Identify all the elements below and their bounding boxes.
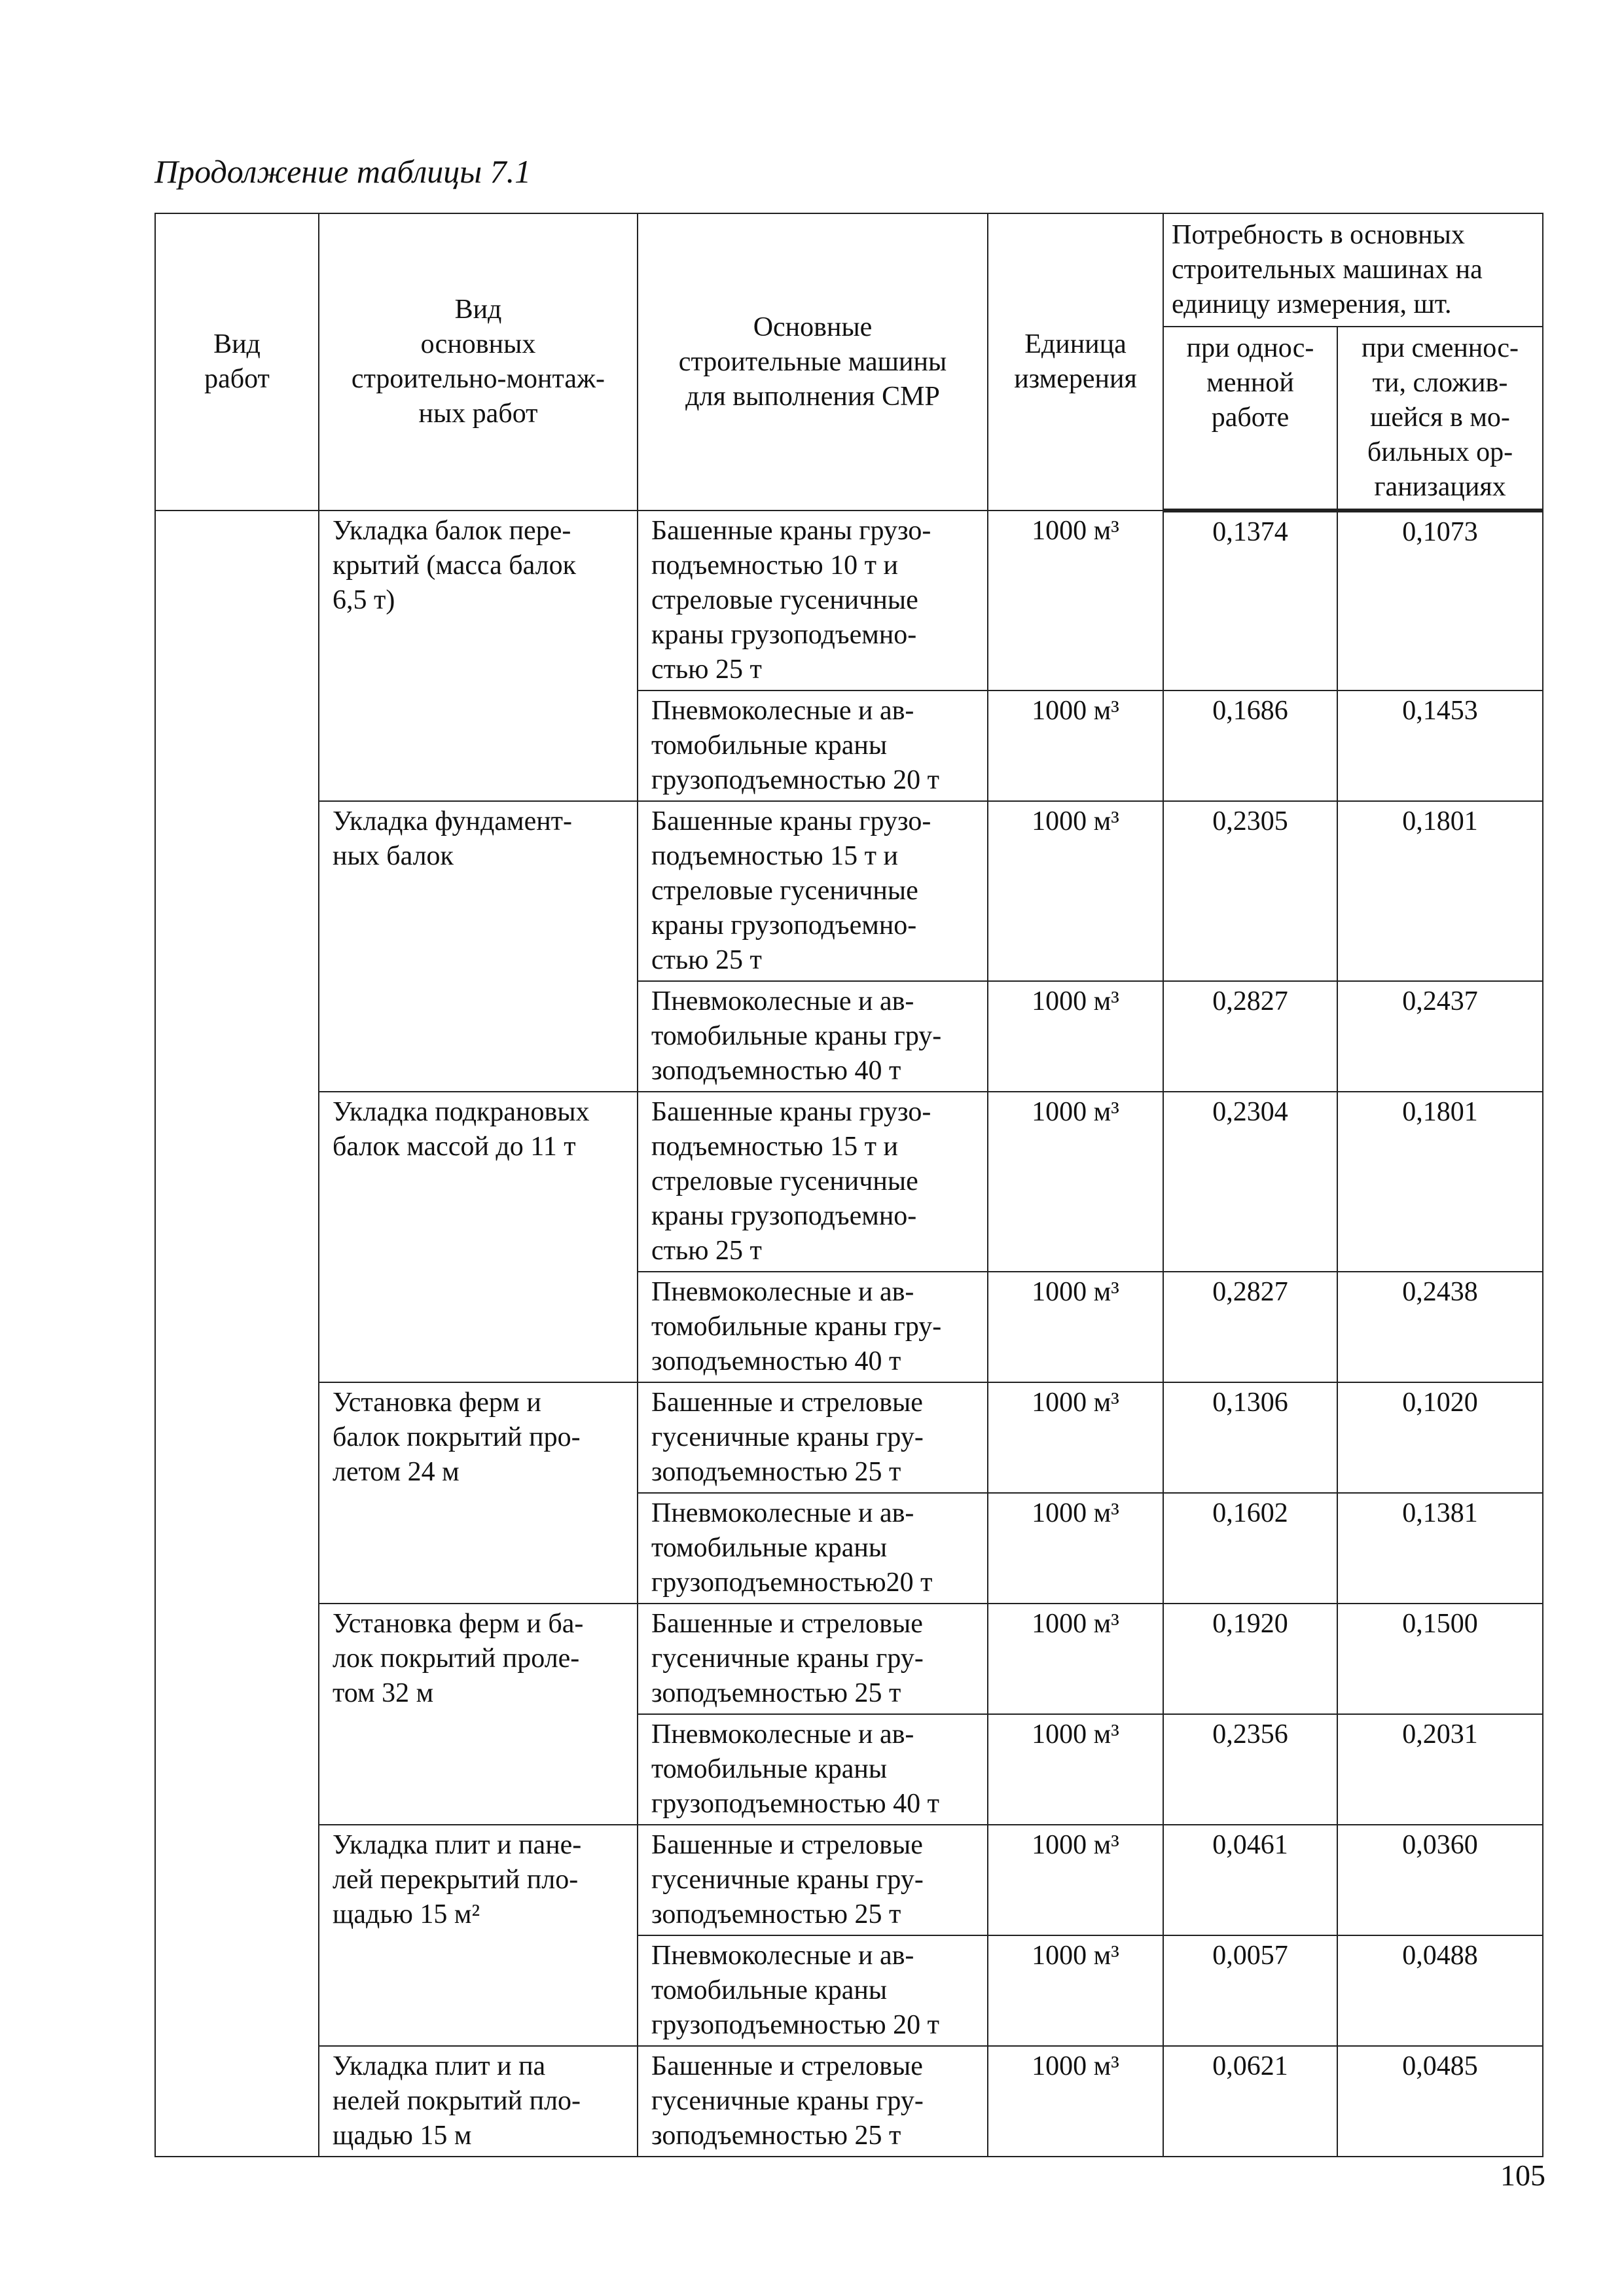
machine-cell-text: Башенные краны грузо- подъемностью 15 т и стреловые гусеничные краны грузоподъемно- стью 25 т (651, 1097, 931, 1266)
unit-cell-text: 1000 м³ (1032, 986, 1119, 1016)
machine-cell (638, 1825, 988, 1935)
single-shift-value-text: 0,2827 (1212, 1277, 1288, 1307)
machine-cell (638, 1714, 988, 1825)
work-name-cell (319, 2046, 638, 2157)
shift-value (1337, 1493, 1543, 1604)
unit-cell-text: 1000 м³ (1032, 1830, 1119, 1860)
unit-cell-text: 1000 м³ (1032, 516, 1119, 546)
unit-cell (988, 691, 1163, 801)
work-name-cell (319, 801, 638, 1092)
machine-cell (638, 1272, 988, 1382)
machine-cell (638, 1493, 988, 1604)
shift-value (1337, 801, 1543, 981)
machine-cell (638, 1935, 988, 2046)
work-name: Укладка плит и пане- лей перекрытий пло- щадью 15 м² (333, 1830, 582, 1929)
unit-cell (988, 1604, 1163, 1714)
single-shift-value (1163, 1935, 1337, 2046)
single-shift-value-text: 0,1686 (1212, 696, 1288, 726)
single-shift-value-text: 0,1306 (1212, 1388, 1288, 1418)
single-shift-value-text: 0,1602 (1212, 1498, 1288, 1528)
machine-cell (638, 801, 988, 981)
machine-cell-text: Башенные и стреловые гусеничные краны гру- зоподъемностью 25 т (651, 1609, 924, 1708)
shift-value (1337, 2046, 1543, 2157)
single-shift-value-text: 0,2827 (1212, 986, 1288, 1016)
unit-cell (988, 1714, 1163, 1825)
unit-cell-text: 1000 м³ (1032, 696, 1119, 726)
unit-cell (988, 2046, 1163, 2157)
header-unit: Единица измерения (988, 213, 1163, 511)
work-name: Укладка плит и па нелей покрытий пло- щадью 15 м (333, 2051, 581, 2151)
shift-value (1337, 691, 1543, 801)
unit-cell (988, 1935, 1163, 2046)
unit-cell-text: 1000 м³ (1032, 1719, 1119, 1749)
shift-value-text: 0,1500 (1402, 1609, 1478, 1639)
shift-value-text: 0,1801 (1402, 1097, 1478, 1127)
single-shift-value (1163, 1382, 1337, 1493)
single-shift-value (1163, 2046, 1337, 2157)
header-single-shift: при однос- менной работе (1163, 327, 1337, 511)
single-shift-value (1163, 1714, 1337, 1825)
machine-cell (638, 1382, 988, 1493)
single-shift-value (1163, 1493, 1337, 1604)
machine-cell-text: Пневмоколесные и ав- томобильные краны гру- зоподъемностью 40 т (651, 986, 942, 1086)
unit-cell-text: 1000 м³ (1032, 1941, 1119, 1971)
machine-cell (638, 1604, 988, 1714)
header-shift-coefficient: при сменнос- ти, сложив- шейся в мо- бильных ор- ганизациях (1337, 327, 1543, 511)
work-name: Установка ферм и балок покрытий про- летом 24 м (333, 1388, 581, 1487)
unit-cell (988, 801, 1163, 981)
machine-cell-text: Пневмоколесные и ав- томобильные краны грузоподъемностью 20 т (651, 696, 939, 795)
single-shift-value (1163, 1604, 1337, 1714)
single-shift-value (1163, 691, 1337, 801)
table-row (155, 1825, 1543, 1935)
unit-cell-text: 1000 м³ (1032, 1609, 1119, 1639)
work-name-cell (319, 1382, 638, 1604)
unit-cell (988, 981, 1163, 1092)
machine-cell (638, 511, 988, 691)
header-machines: Основные строительные машины для выполнения СМР (638, 213, 988, 511)
single-shift-value-text: 0,0461 (1212, 1830, 1288, 1860)
unit-cell (988, 1493, 1163, 1604)
unit-cell (988, 1092, 1163, 1272)
work-name: Укладка подкрановых балок массой до 11 т (333, 1097, 590, 1162)
shift-value (1337, 1825, 1543, 1935)
machine-cell-text: Башенные краны грузо- подъемностью 10 т и стреловые гусеничные краны грузоподъемно- стью 25 т (651, 516, 931, 685)
unit-cell (988, 1825, 1163, 1935)
shift-value (1337, 981, 1543, 1092)
shift-value (1337, 1714, 1543, 1825)
work-kind-cell (155, 511, 319, 2157)
unit-cell-text: 1000 м³ (1032, 1388, 1119, 1418)
shift-value (1337, 1092, 1543, 1272)
unit-cell-text: 1000 м³ (1032, 1097, 1119, 1127)
single-shift-value-text: 0,0621 (1212, 2051, 1288, 2081)
single-shift-value (1163, 1272, 1337, 1382)
shift-value-text: 0,0360 (1402, 1830, 1478, 1860)
machine-cell-text: Башенные и стреловые гусеничные краны гру- зоподъемностью 25 т (651, 1388, 924, 1487)
table-row (155, 1604, 1543, 1714)
shift-value-text: 0,2437 (1402, 986, 1478, 1016)
machine-cell-text: Пневмоколесные и ав- томобильные краны грузоподъемностью 40 т (651, 1719, 939, 1819)
table-row (155, 2046, 1543, 2157)
shift-value-text: 0,1381 (1402, 1498, 1478, 1528)
work-name: Установка ферм и ба- лок покрытий проле- том 32 м (333, 1609, 584, 1708)
unit-cell-text: 1000 м³ (1032, 806, 1119, 836)
single-shift-value-text: 0,0057 (1212, 1941, 1288, 1971)
single-shift-value (1163, 1092, 1337, 1272)
table-row (155, 1382, 1543, 1493)
unit-cell (988, 1382, 1163, 1493)
shift-value (1337, 1935, 1543, 2046)
single-shift-value (1163, 511, 1337, 691)
shift-value-text: 0,1020 (1402, 1388, 1478, 1418)
machine-cell (638, 1092, 988, 1272)
shift-value (1337, 511, 1543, 691)
unit-cell-text: 1000 м³ (1032, 2051, 1119, 2081)
machines-table (154, 213, 1543, 2157)
table-header (155, 213, 1543, 511)
single-shift-value (1163, 1825, 1337, 1935)
shift-value-text: 0,0485 (1402, 2051, 1478, 2081)
table-row (155, 511, 1543, 691)
machine-cell (638, 691, 988, 801)
unit-cell-text: 1000 м³ (1032, 1277, 1119, 1307)
work-name: Укладка фундамент- ных балок (333, 806, 573, 871)
shift-value (1337, 1604, 1543, 1714)
shift-value-text: 0,2438 (1402, 1277, 1478, 1307)
machine-cell (638, 981, 988, 1092)
machine-cell (638, 2046, 988, 2157)
header-work: Вид основных строительно-монтаж- ных работ (319, 213, 638, 511)
shift-value-text: 0,1073 (1402, 517, 1478, 547)
machine-cell-text: Башенные и стреловые гусеничные краны гру- зоподъемностью 25 т (651, 1830, 924, 1929)
work-name-cell (319, 511, 638, 801)
shift-value-text: 0,1801 (1402, 806, 1478, 836)
single-shift-value-text: 0,2304 (1212, 1097, 1288, 1127)
unit-cell (988, 1272, 1163, 1382)
single-shift-value-text: 0,2305 (1212, 806, 1288, 836)
shift-value-text: 0,2031 (1402, 1719, 1478, 1749)
page-number: 105 (1500, 2159, 1545, 2192)
work-name: Укладка балок пере- крытий (масса балок 6,5 т) (333, 516, 577, 615)
table-caption: Продолжение таблицы 7.1 (154, 153, 532, 190)
unit-cell (988, 511, 1163, 691)
single-shift-value-text: 0,1920 (1212, 1609, 1288, 1639)
single-shift-value-text: 0,1374 (1212, 517, 1288, 547)
work-name-cell (319, 1092, 638, 1382)
single-shift-value (1163, 981, 1337, 1092)
machine-cell-text: Пневмоколесные и ав- томобильные краны грузоподъемностью 20 т (651, 1941, 939, 2040)
table-body (155, 511, 1543, 2157)
shift-value (1337, 1382, 1543, 1493)
unit-cell-text: 1000 м³ (1032, 1498, 1119, 1528)
machine-cell-text: Пневмоколесные и ав- томобильные краны гру- зоподъемностью 40 т (651, 1277, 942, 1376)
single-shift-value-text: 0,2356 (1212, 1719, 1288, 1749)
shift-value (1337, 1272, 1543, 1382)
work-name-cell (319, 1825, 638, 2046)
machine-cell-text: Башенные и стреловые гусеничные краны гру- зоподъемностью 25 т (651, 2051, 924, 2151)
machine-cell-text: Башенные краны грузо- подъемностью 15 т и стреловые гусеничные краны грузоподъемно- стью 25 т (651, 806, 931, 975)
header-work-kind: Вид работ (155, 213, 319, 511)
machine-cell-text: Пневмоколесные и ав- томобильные краны грузоподъемностью20 т (651, 1498, 933, 1598)
shift-value-text: 0,1453 (1402, 696, 1478, 726)
table-row (155, 1092, 1543, 1272)
header-need: Потребность в основных строительных машинах на единицу измерения, шт. (1163, 213, 1543, 327)
table-row (155, 801, 1543, 981)
single-shift-value (1163, 801, 1337, 981)
work-name-cell (319, 1604, 638, 1825)
shift-value-text: 0,0488 (1402, 1941, 1478, 1971)
